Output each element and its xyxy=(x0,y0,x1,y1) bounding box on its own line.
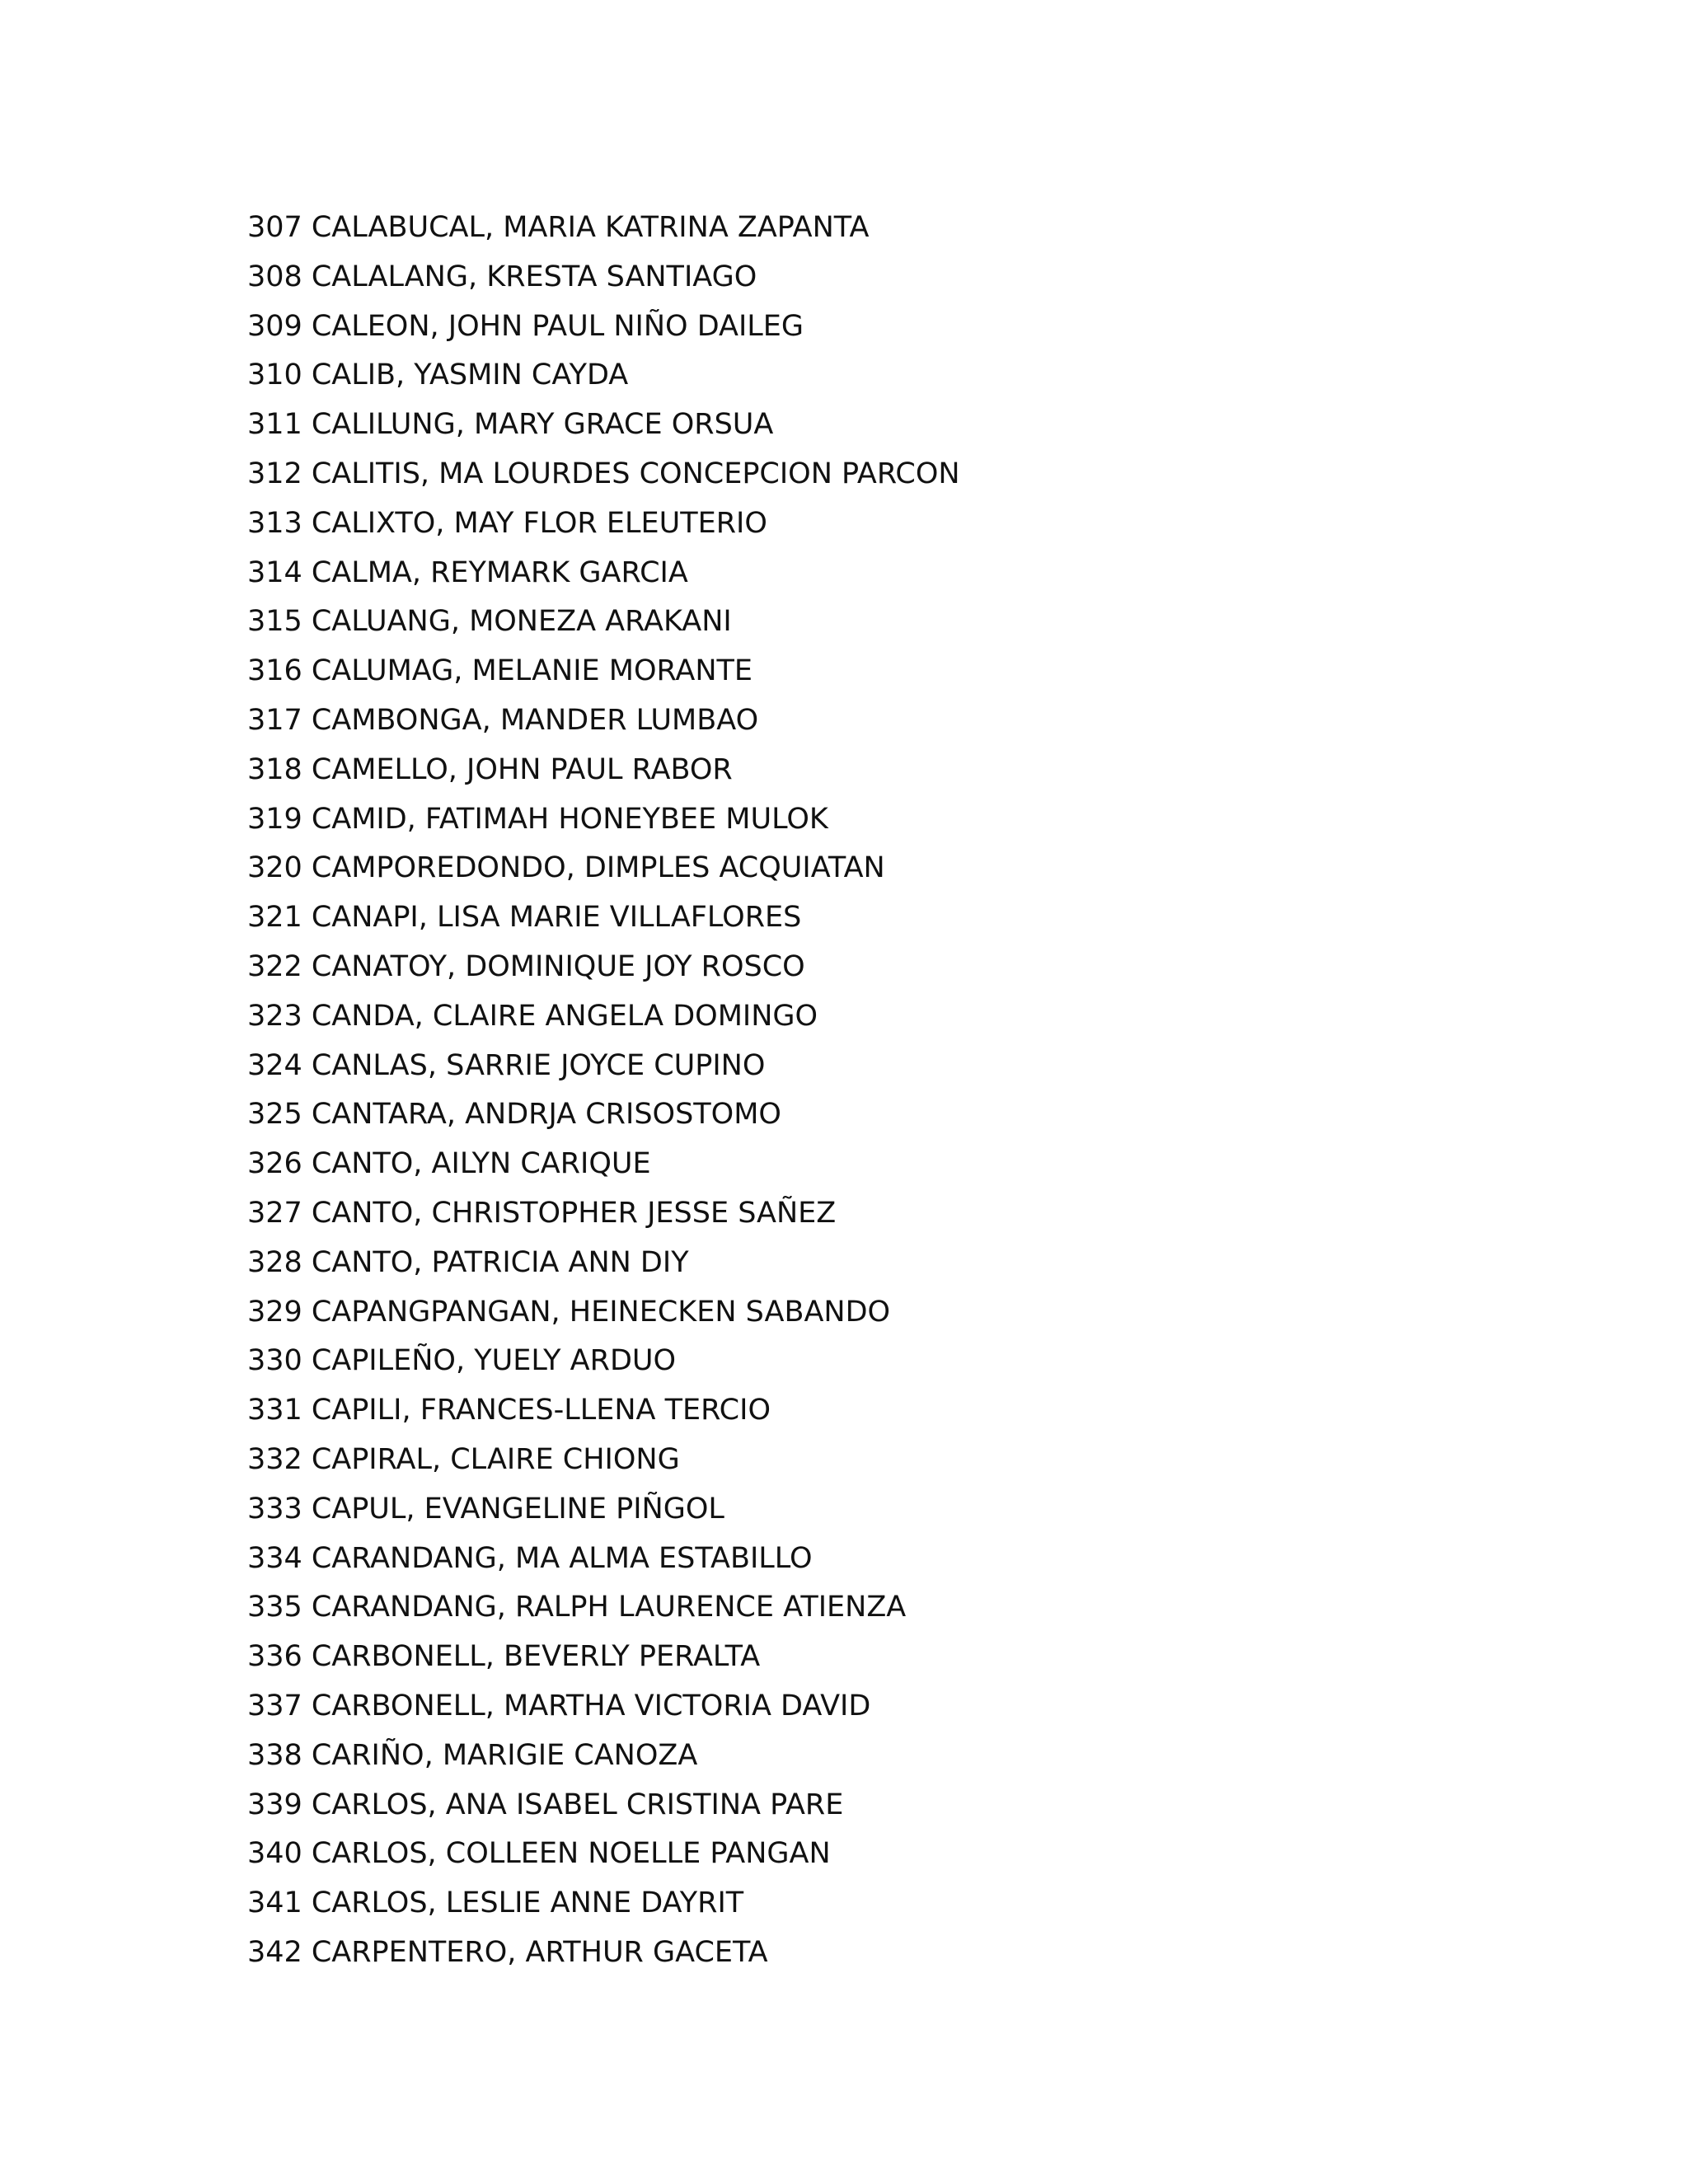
list-item xyxy=(247,1485,960,1535)
list-item xyxy=(247,1042,960,1091)
entry-name: CALALANG, KRESTA SANTIAGO xyxy=(311,260,757,293)
entry-name: CAMBONGA, MANDER LUMBAO xyxy=(311,703,759,737)
list-item xyxy=(247,893,960,943)
entry-number: 323 xyxy=(247,999,302,1033)
entry-name: CARANDANG, MA ALMA ESTABILLO xyxy=(311,1541,813,1575)
entry-name: CANLAS, SARRIE JOYCE CUPINO xyxy=(311,1048,766,1082)
entry-name: CANAPI, LISA MARIE VILLAFLORES xyxy=(311,901,802,935)
entry-number: 332 xyxy=(247,1442,302,1476)
entry-name: CARBONELL, BEVERLY PERALTA xyxy=(311,1640,761,1674)
entry-number: 339 xyxy=(247,1788,302,1821)
list-item xyxy=(247,1239,960,1288)
list-item xyxy=(247,1386,960,1436)
entry-number: 321 xyxy=(247,901,302,935)
list-item xyxy=(247,1879,960,1929)
entry-name: CAMELLO, JOHN PAUL RABOR xyxy=(311,752,733,786)
entry-number: 326 xyxy=(247,1147,302,1181)
entry-name: CARPENTERO, ARTHUR GACETA xyxy=(311,1935,768,1969)
list-item xyxy=(247,1535,960,1584)
entry-number: 314 xyxy=(247,555,302,589)
entry-number: 325 xyxy=(247,1098,302,1132)
list-item xyxy=(247,1830,960,1879)
list-item xyxy=(247,746,960,795)
entry-number: 315 xyxy=(247,605,302,639)
entry-number: 324 xyxy=(247,1048,302,1082)
entry-number: 318 xyxy=(247,752,302,786)
entry-name: CAPUL, EVANGELINE PIÑGOL xyxy=(311,1492,724,1526)
list-item xyxy=(247,1288,960,1338)
entry-number: 309 xyxy=(247,309,302,343)
entry-number: 338 xyxy=(247,1738,302,1772)
entry-number: 320 xyxy=(247,851,302,885)
entry-name: CARLOS, LESLIE ANNE DAYRIT xyxy=(311,1886,744,1920)
entry-number: 330 xyxy=(247,1344,302,1378)
list-item xyxy=(247,1929,960,1978)
entry-name: CALIXTO, MAY FLOR ELEUTERIO xyxy=(311,506,767,540)
list-item xyxy=(247,499,960,549)
entry-name: CALILUNG, MARY GRACE ORSUA xyxy=(311,408,774,442)
entry-name: CALUMAG, MELANIE MORANTE xyxy=(311,654,753,688)
entry-name: CAPILI, FRANCES-LLENA TERCIO xyxy=(311,1394,771,1427)
entry-name: CALUANG, MONEZA ARAKANI xyxy=(311,605,732,639)
entry-number: 329 xyxy=(247,1295,302,1329)
list-item xyxy=(247,253,960,302)
entry-name: CARBONELL, MARTHA VICTORIA DAVID xyxy=(311,1689,871,1722)
entry-name: CAMPOREDONDO, DIMPLES ACQUIATAN xyxy=(311,851,885,885)
entry-name: CANTARA, ANDRJA CRISOSTOMO xyxy=(311,1098,781,1132)
list-item xyxy=(247,844,960,893)
list-item xyxy=(247,1583,960,1633)
entry-number: 328 xyxy=(247,1245,302,1279)
list-item xyxy=(247,1682,960,1732)
entry-number: 317 xyxy=(247,703,302,737)
entry-name: CALMA, REYMARK GARCIA xyxy=(311,555,688,589)
entry-name: CAPANGPANGAN, HEINECKEN SABANDO xyxy=(311,1295,891,1329)
list-item xyxy=(247,1189,960,1239)
entry-number: 336 xyxy=(247,1640,302,1674)
entry-number: 335 xyxy=(247,1591,302,1624)
entry-number: 340 xyxy=(247,1837,302,1871)
entry-name: CARLOS, COLLEEN NOELLE PANGAN xyxy=(311,1837,831,1871)
entry-name: CAPIRAL, CLAIRE CHIONG xyxy=(311,1442,680,1476)
entry-name: CAPILEÑO, YUELY ARDUO xyxy=(311,1344,677,1378)
list-item xyxy=(247,204,960,253)
entry-number: 333 xyxy=(247,1492,302,1526)
list-item xyxy=(247,943,960,992)
entry-number: 337 xyxy=(247,1689,302,1722)
entry-name: CAMID, FATIMAH HONEYBEE MULOK xyxy=(311,802,828,836)
entry-number: 334 xyxy=(247,1541,302,1575)
entry-number: 327 xyxy=(247,1196,302,1230)
list-item xyxy=(247,696,960,746)
list-item xyxy=(247,1436,960,1485)
list-item xyxy=(247,1732,960,1781)
entry-name: CANATOY, DOMINIQUE JOY ROSCO xyxy=(311,949,805,983)
list-item xyxy=(247,992,960,1042)
entry-number: 310 xyxy=(247,359,302,392)
entry-number: 311 xyxy=(247,408,302,442)
entry-number: 316 xyxy=(247,654,302,688)
list-item xyxy=(247,401,960,450)
list-item xyxy=(247,351,960,401)
name-list xyxy=(247,204,960,1978)
list-item xyxy=(247,549,960,598)
list-item xyxy=(247,1633,960,1682)
entry-number: 331 xyxy=(247,1394,302,1427)
entry-number: 312 xyxy=(247,457,302,490)
entry-name: CALITIS, MA LOURDES CONCEPCION PARCON xyxy=(311,457,960,490)
entry-number: 319 xyxy=(247,802,302,836)
list-item xyxy=(247,1781,960,1830)
entry-name: CALIB, YASMIN CAYDA xyxy=(311,359,629,392)
entry-name: CARANDANG, RALPH LAURENCE ATIENZA xyxy=(311,1591,907,1624)
list-item xyxy=(247,450,960,499)
list-item xyxy=(247,1337,960,1386)
entry-name: CARLOS, ANA ISABEL CRISTINA PARE xyxy=(311,1788,844,1821)
entry-number: 322 xyxy=(247,949,302,983)
entry-number: 313 xyxy=(247,506,302,540)
list-item xyxy=(247,302,960,352)
list-item xyxy=(247,598,960,647)
entry-name: CANTO, AILYN CARIQUE xyxy=(311,1147,651,1181)
entry-name: CALEON, JOHN PAUL NIÑO DAILEG xyxy=(311,309,804,343)
list-item xyxy=(247,1090,960,1140)
entry-number: 307 xyxy=(247,211,302,244)
entry-name: CARIÑO, MARIGIE CANOZA xyxy=(311,1738,698,1772)
list-item xyxy=(247,1140,960,1189)
entry-number: 341 xyxy=(247,1886,302,1920)
list-item xyxy=(247,647,960,696)
entry-name: CANDA, CLAIRE ANGELA DOMINGO xyxy=(311,999,818,1033)
entry-name: CALABUCAL, MARIA KATRINA ZAPANTA xyxy=(311,211,870,244)
entry-number: 308 xyxy=(247,260,302,293)
entry-name: CANTO, CHRISTOPHER JESSE SAÑEZ xyxy=(311,1196,837,1230)
entry-number: 342 xyxy=(247,1935,302,1969)
entry-name: CANTO, PATRICIA ANN DIY xyxy=(311,1245,689,1279)
list-item xyxy=(247,795,960,845)
